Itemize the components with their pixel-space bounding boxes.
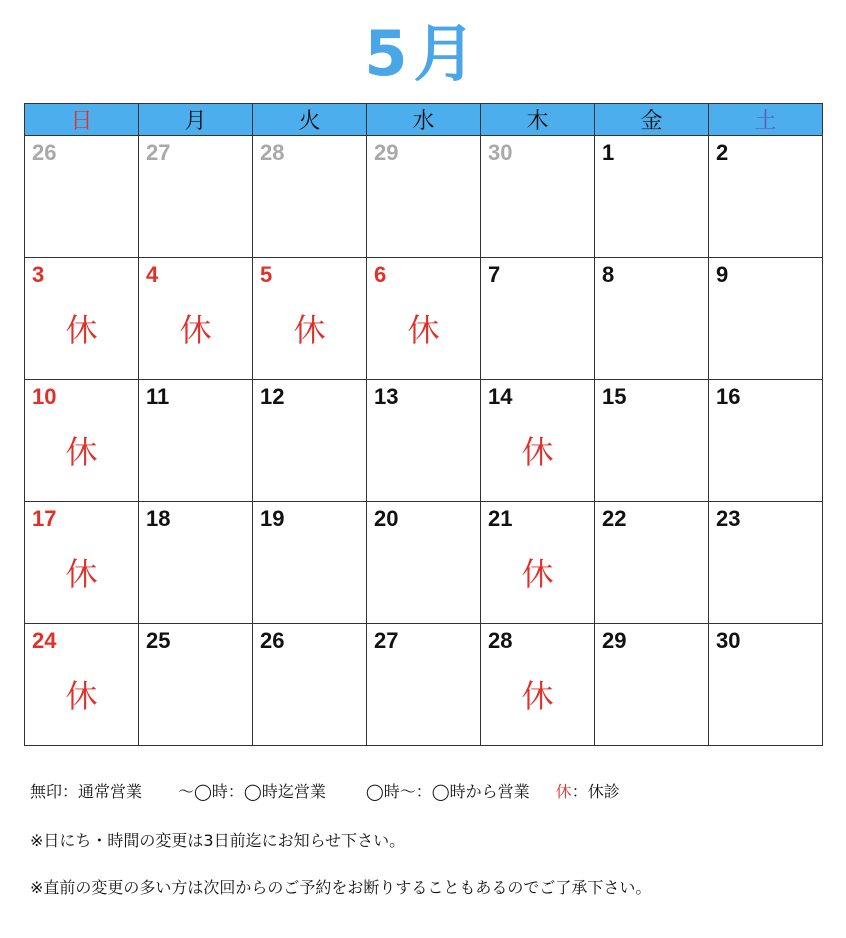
calendar-day-cell xyxy=(25,502,139,624)
day-number: 27 xyxy=(146,140,171,165)
calendar-week-row xyxy=(25,258,823,380)
day-number: 6 xyxy=(374,262,387,287)
day-number: 10 xyxy=(32,384,57,409)
calendar-day-cell xyxy=(139,258,253,380)
legend-open-late: ◯時～：◯時から営業 xyxy=(365,782,530,801)
day-number: 11 xyxy=(146,384,170,409)
closed-mark: 休 xyxy=(521,555,554,593)
calendar-week-row xyxy=(25,136,823,258)
note-cancellation-policy: ※直前の変更の多い方は次回からのご予約をお断りすることもあるのでご了承下さい。 xyxy=(30,878,652,897)
calendar-day-cell xyxy=(139,380,253,502)
day-number: 30 xyxy=(716,628,741,653)
calendar-day-cell xyxy=(709,136,823,258)
calendar-day-cell xyxy=(595,136,709,258)
day-number: 1 xyxy=(602,140,615,165)
closed-mark: 休 xyxy=(65,677,98,715)
calendar-day-cell xyxy=(481,624,595,746)
weekday-wednesday: 水 xyxy=(367,104,481,136)
day-number: 12 xyxy=(260,384,285,409)
calendar-day-cell xyxy=(709,624,823,746)
weekday-sunday: 日 xyxy=(25,104,139,136)
calendar-day-cell xyxy=(253,380,367,502)
calendar-day-cell xyxy=(481,380,595,502)
calendar-day-cell xyxy=(367,380,481,502)
day-number: 29 xyxy=(374,140,399,165)
day-number: 26 xyxy=(260,628,285,653)
calendar-day-cell xyxy=(139,136,253,258)
closed-mark: 休 xyxy=(65,311,98,349)
closed-mark: 休 xyxy=(407,311,440,349)
day-number: 21 xyxy=(488,506,513,531)
legend-normal-hours: 無印：通常営業 xyxy=(30,782,143,801)
calendar-day-cell xyxy=(139,502,253,624)
day-number: 8 xyxy=(602,262,615,287)
closed-mark: 休 xyxy=(179,311,212,349)
day-number: 7 xyxy=(488,262,501,287)
day-number: 29 xyxy=(602,628,627,653)
calendar-day-cell xyxy=(481,258,595,380)
calendar-day-cell xyxy=(595,624,709,746)
day-number: 24 xyxy=(32,628,57,653)
closed-mark: 休 xyxy=(293,311,326,349)
weekday-saturday: 土 xyxy=(709,104,823,136)
day-number: 19 xyxy=(260,506,285,531)
weekday-monday: 月 xyxy=(139,104,253,136)
day-number: 22 xyxy=(602,506,627,531)
calendar-day-cell xyxy=(595,380,709,502)
day-number: 23 xyxy=(716,506,741,531)
calendar-day-cell xyxy=(367,258,481,380)
month-title: 5月 xyxy=(364,17,482,90)
calendar-day-cell xyxy=(139,624,253,746)
calendar-day-cell xyxy=(253,502,367,624)
day-number: 16 xyxy=(716,384,741,409)
calendar-day-cell xyxy=(595,502,709,624)
calendar-week-row xyxy=(25,624,823,746)
calendar-grid xyxy=(24,103,823,746)
calendar-day-cell xyxy=(709,502,823,624)
calendar-day-cell xyxy=(253,258,367,380)
calendar-day-cell xyxy=(25,624,139,746)
day-number: 28 xyxy=(260,140,285,165)
calendar-day-cell xyxy=(253,624,367,746)
calendar-day-cell xyxy=(481,502,595,624)
calendar-week-row xyxy=(25,380,823,502)
calendar-body xyxy=(25,136,823,746)
weekday-header-row xyxy=(25,104,823,136)
weekday-tuesday: 火 xyxy=(253,104,367,136)
day-number: 28 xyxy=(488,628,513,653)
calendar-day-cell xyxy=(709,380,823,502)
day-number: 13 xyxy=(374,384,399,409)
closed-mark: 休 xyxy=(65,433,98,471)
day-number: 25 xyxy=(146,628,171,653)
calendar-day-cell xyxy=(25,380,139,502)
legend-close-early: ～◯時：◯時迄営業 xyxy=(178,782,326,801)
legend xyxy=(30,780,620,804)
day-number: 14 xyxy=(488,384,513,409)
day-number: 20 xyxy=(374,506,399,531)
day-number: 2 xyxy=(716,140,729,165)
calendar-day-cell xyxy=(709,258,823,380)
calendar-day-cell xyxy=(25,258,139,380)
day-number: 5 xyxy=(260,262,273,287)
day-number: 3 xyxy=(32,262,45,287)
calendar-day-cell xyxy=(25,136,139,258)
note-change-notice: ※日にち・時間の変更は3日前迄にお知らせ下さい。 xyxy=(30,831,406,850)
calendar-day-cell xyxy=(595,258,709,380)
day-number: 4 xyxy=(146,262,159,287)
closed-mark: 休 xyxy=(65,555,98,593)
day-number: 30 xyxy=(488,140,513,165)
weekday-thursday: 木 xyxy=(481,104,595,136)
calendar-day-cell xyxy=(367,624,481,746)
legend-closed-text: ：休診 xyxy=(571,782,620,801)
calendar-day-cell xyxy=(253,136,367,258)
day-number: 17 xyxy=(32,506,57,531)
weekday-friday: 金 xyxy=(595,104,709,136)
calendar-day-cell xyxy=(367,502,481,624)
day-number: 15 xyxy=(602,384,627,409)
day-number: 9 xyxy=(716,262,729,287)
calendar-day-cell xyxy=(367,136,481,258)
closed-mark: 休 xyxy=(521,677,554,715)
day-number: 26 xyxy=(32,140,57,165)
legend-closed-mark: 休 xyxy=(555,782,572,801)
calendar-day-cell xyxy=(481,136,595,258)
closed-mark: 休 xyxy=(521,433,554,471)
calendar-week-row xyxy=(25,502,823,624)
day-number: 18 xyxy=(146,506,171,531)
day-number: 27 xyxy=(374,628,399,653)
